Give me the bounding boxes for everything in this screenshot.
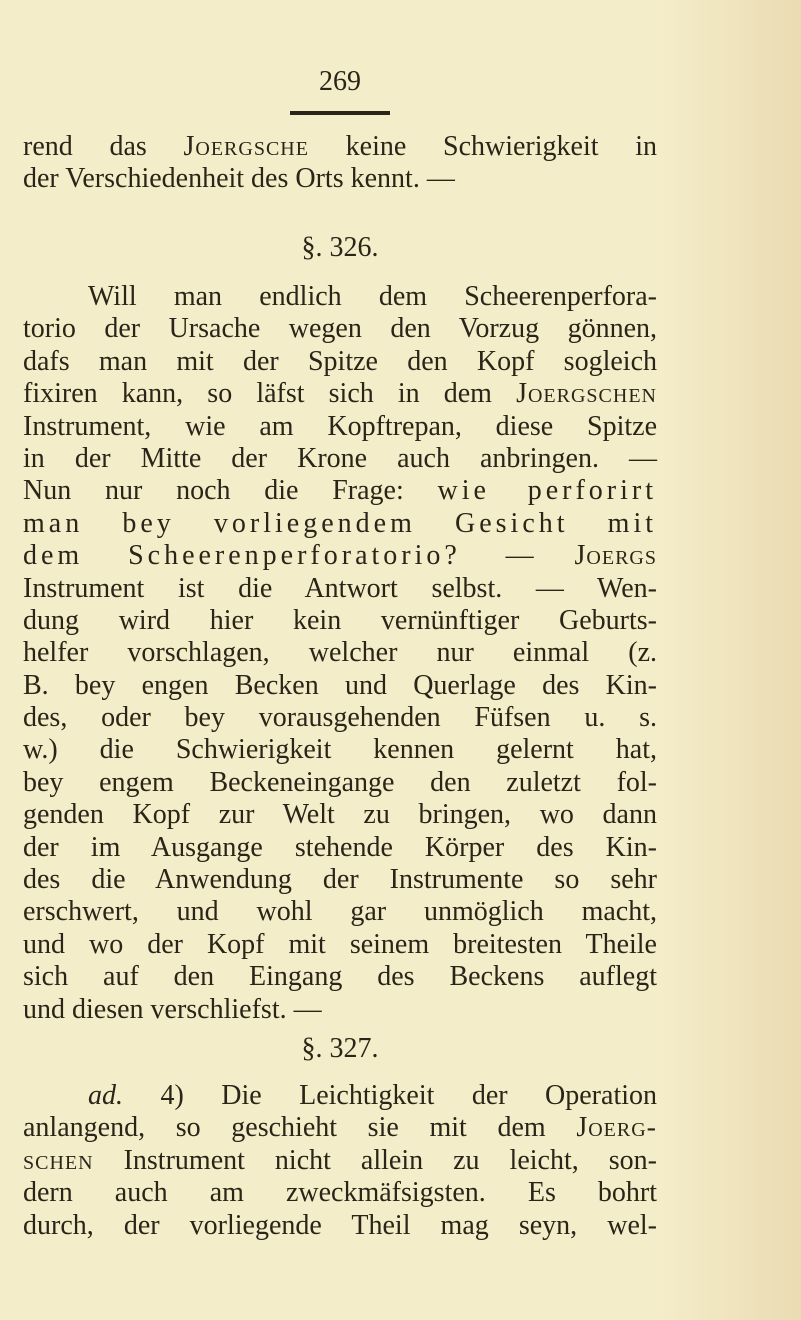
text-line: schen Instrument nicht allein zu leicht, son-: [23, 1144, 657, 1176]
text-line: des die Anwendung der Instrumente so sehr: [23, 864, 657, 896]
text-line: des, oder bey vorausgehenden Füfsen u. s.: [23, 702, 657, 734]
text-line: torio der Ursache wegen den Vorzug gönnen,: [23, 313, 657, 345]
text-line: der im Ausgange stehende Körper des Kin-: [23, 831, 657, 863]
text-line: anlangend, so geschieht sie mit dem Joerg-: [23, 1112, 657, 1144]
text-line: dern auch am zweckmäfsigsten. Es bohrt: [23, 1177, 657, 1209]
text-line: w.) die Schwierigkeit kennen gelernt hat,: [23, 734, 657, 766]
author-name: Joergschen: [516, 378, 657, 410]
text-line: der Verschiedenheit des Orts kennt. —: [23, 163, 455, 195]
text-line: und diesen verschliefst. —: [23, 993, 322, 1025]
author-name: Joergsche: [183, 131, 309, 162]
text-line: Will man endlich dem Scheerenperfora-: [88, 281, 657, 312]
text-line-emphasized: man bey vorliegendem Gesicht mit: [23, 507, 657, 539]
text-line: B. bey engen Becken und Querlage des Kin-: [23, 669, 657, 701]
text-line: genden Kopf zur Welt zu bringen, wo dann: [23, 799, 657, 831]
text-line: Instrument ist die Antwort selbst. — Wen-: [23, 572, 657, 604]
text-line: rend das Joergsche keine Schwierigkeit in: [23, 131, 657, 162]
text-line: dem Scheerenperforatorio? — Joergs: [23, 540, 657, 572]
paragraph-326: [23, 281, 657, 1026]
section-heading-326: §. 326.: [301, 232, 379, 263]
text-line: und wo der Kopf mit seinem breitesten Theile: [23, 928, 657, 960]
text-line: durch, der vorliegende Theil mag seyn, wel-: [23, 1209, 657, 1241]
page-edge-shading: [661, 0, 801, 1320]
author-name: Joergs: [574, 540, 657, 572]
text-line: fixiren kann, so läfst sich in dem Joergschen: [23, 378, 657, 410]
text-line: dafs man mit der Spitze den Kopf sogleich: [23, 345, 657, 377]
text-line: Nun nur noch die Frage: wie perforirt: [23, 475, 657, 507]
text-line: erschwert, und wohl gar unmöglich macht,: [23, 896, 657, 928]
continued-paragraph: [23, 131, 657, 196]
author-name: Joerg-: [576, 1112, 657, 1144]
emphasized-text: wie perforirt: [437, 475, 657, 507]
text-line: Instrument, wie am Kopftrepan, diese Spitze: [23, 410, 657, 442]
page-number: 269: [319, 66, 361, 97]
paragraph-327: [23, 1080, 657, 1242]
text-line: sich auf den Eingang des Beckens auflegt: [23, 961, 657, 993]
text-line: bey engem Beckeneingange den zuletzt fol-: [23, 766, 657, 798]
section-heading-327: §. 327.: [301, 1033, 379, 1064]
text-line: ad. 4) Die Leichtigkeit der Operation: [88, 1080, 657, 1111]
text-line: helfer vorschlagen, welcher nur einmal (z.: [23, 637, 657, 669]
text-line: in der Mitte der Krone auch anbringen. —: [23, 442, 657, 474]
page-number-rule: [290, 111, 390, 115]
text-line: dung wird hier kein vernünftiger Geburts-: [23, 604, 657, 636]
